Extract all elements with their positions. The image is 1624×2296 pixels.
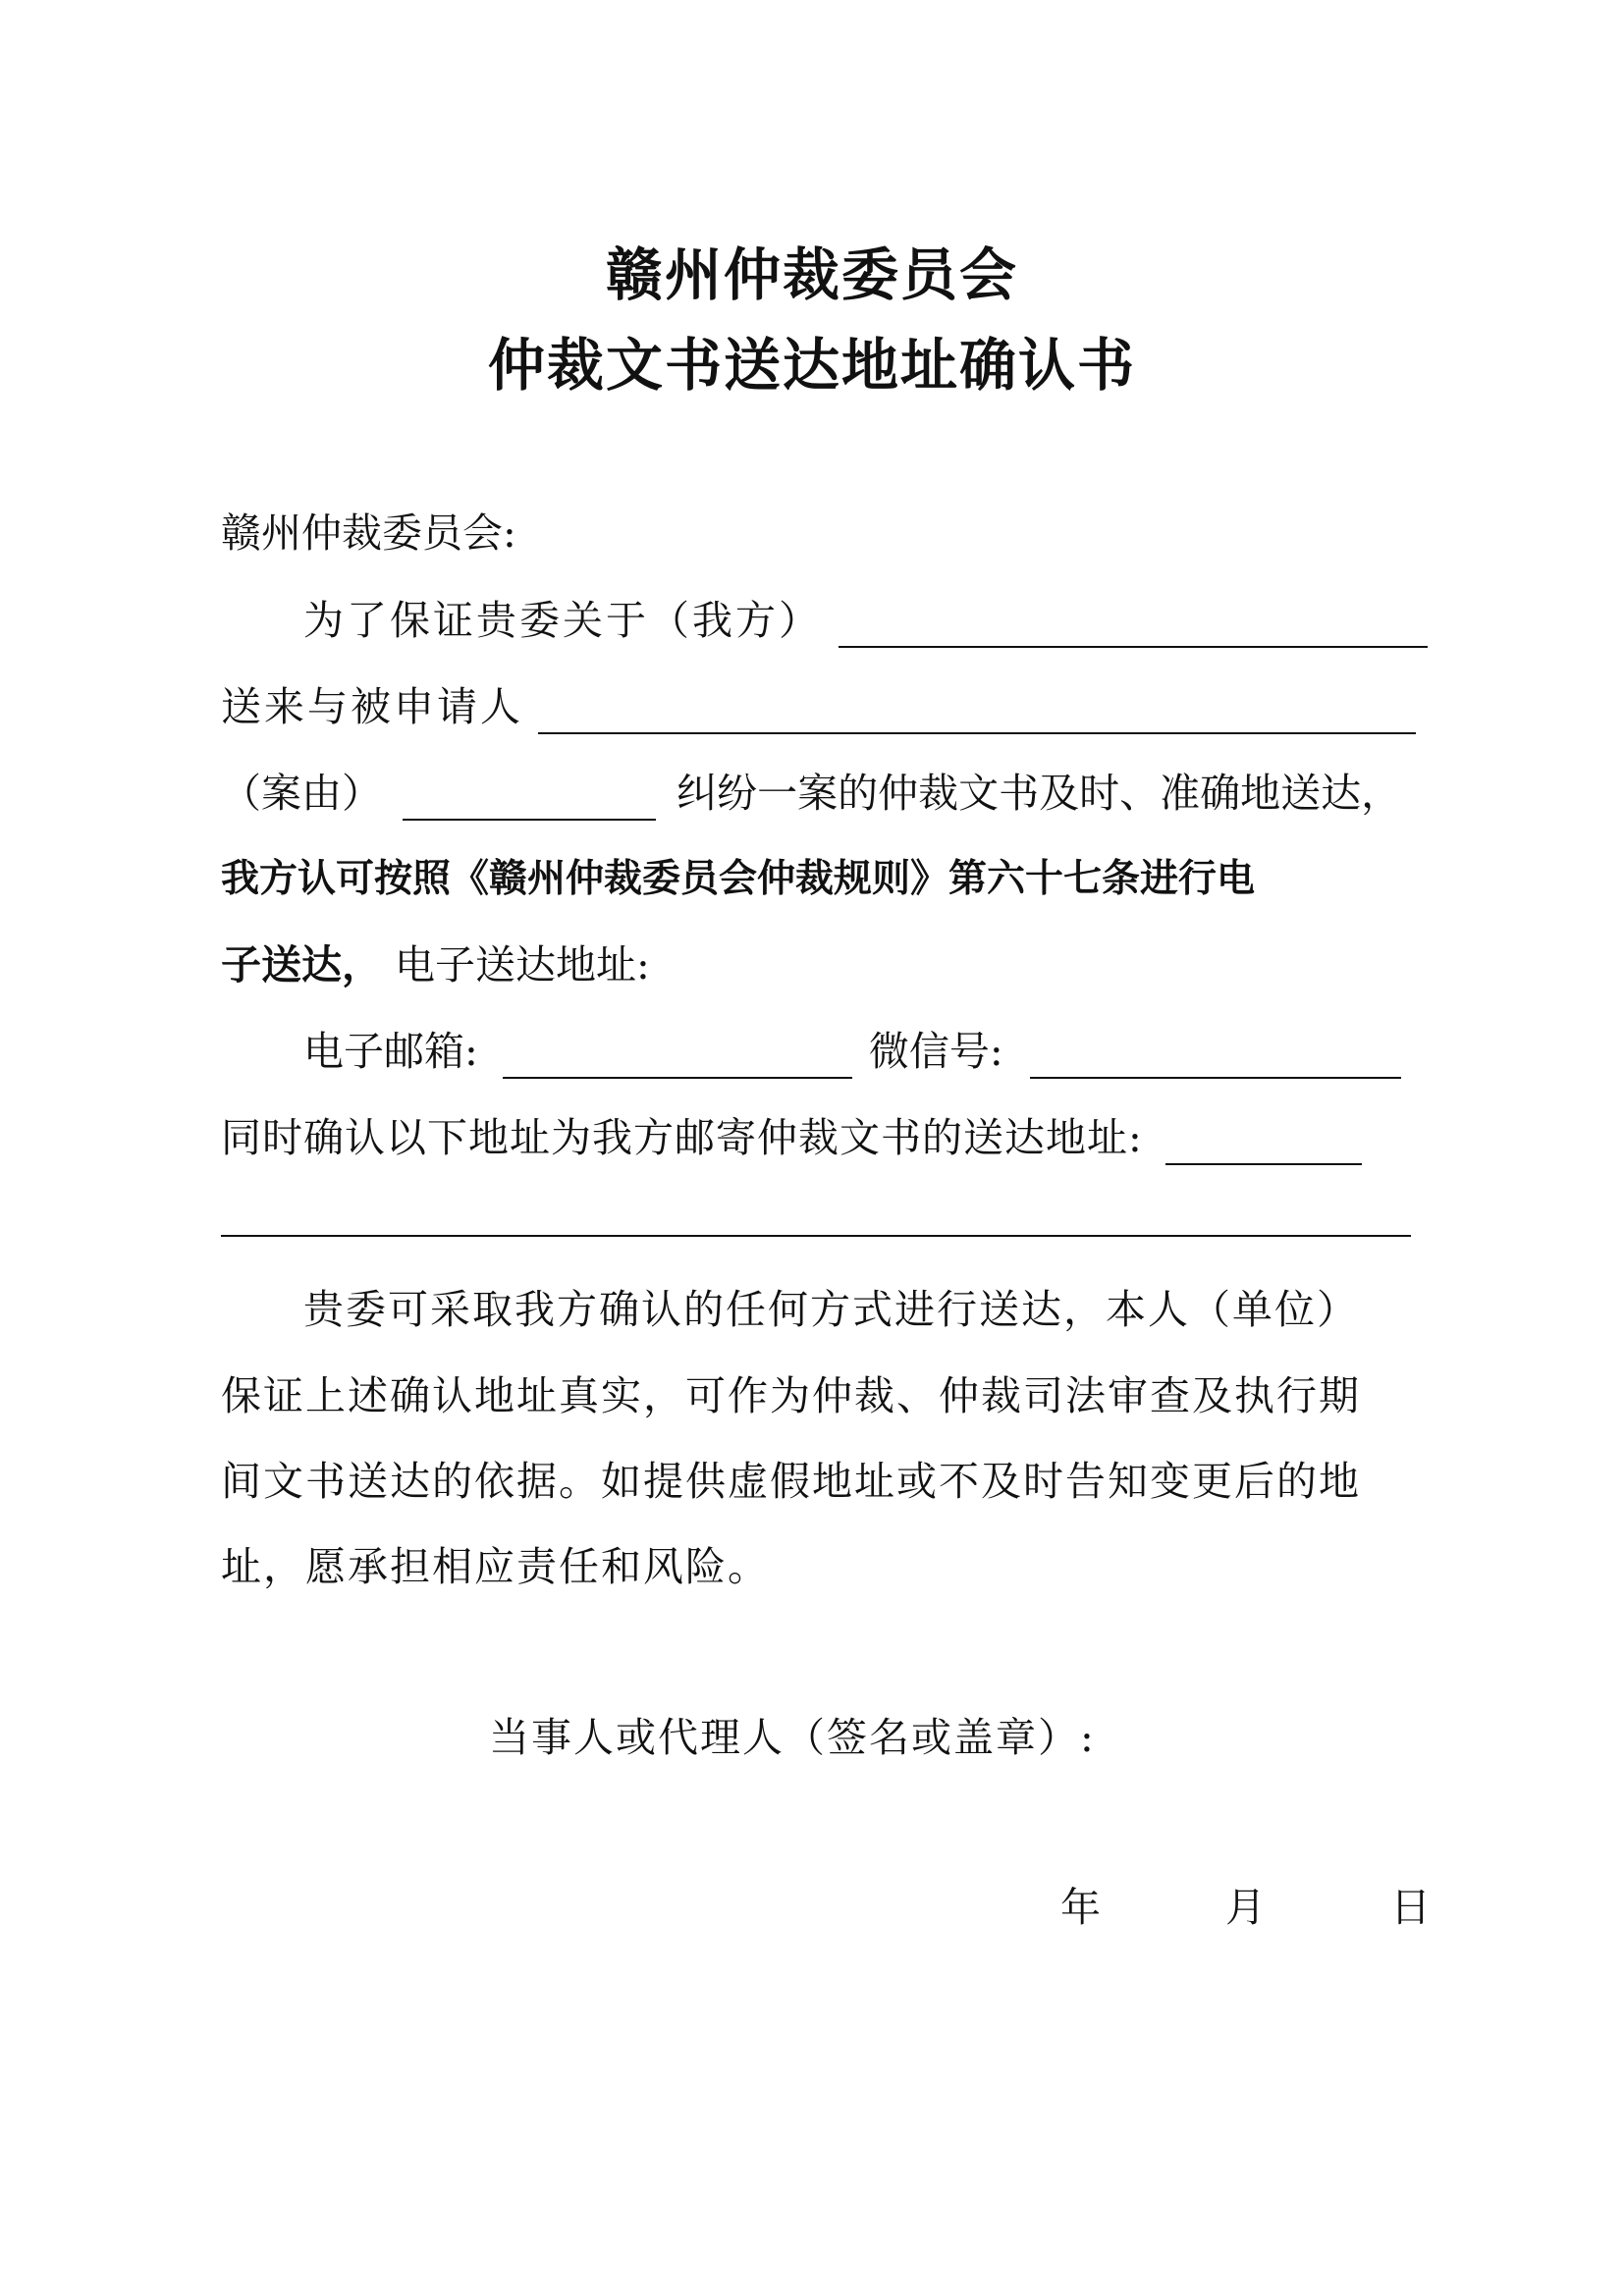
para2-text-1: 贵委可采取我方确认的任何方式进行送达，本人（单位） <box>303 1286 1359 1333</box>
case-party-blank[interactable] <box>839 601 1428 648</box>
para2-text-2: 保证上述确认地址真实，可作为仲裁、仲裁司法审查及执行期 <box>221 1372 1361 1419</box>
body-line-1 <box>221 593 1419 648</box>
body-line-2 <box>221 679 1419 734</box>
date-line <box>1060 1880 1453 1935</box>
wechat-label: 微信号: <box>868 1028 1003 1075</box>
p3-suffix: 纠纷一案的仲裁文书及时、准确地送达， <box>677 770 1402 817</box>
body-line-3 <box>221 766 1419 821</box>
document-subtitle: 仲裁文书送达地址确认书 <box>487 332 1136 399</box>
body-line-5 <box>221 937 1419 992</box>
addressee: 赣州仲裁委员会: <box>221 509 516 557</box>
para2-text-3: 间文书送达的依据。如提供虚假地址或不及时告知变更后的地 <box>221 1458 1361 1505</box>
p2-prefix: 送来与被申请人 <box>221 683 523 730</box>
p3-prefix: （案由） <box>221 770 382 817</box>
date-day: 日 <box>1390 1884 1432 1931</box>
para2-line-4 <box>221 1539 1419 1594</box>
para2-line-3 <box>221 1454 1419 1509</box>
para2-line-2 <box>221 1368 1419 1423</box>
postal-line <box>221 1110 1419 1165</box>
p5-rest-text: 电子送达地址: <box>395 941 650 988</box>
date-month: 月 <box>1225 1884 1267 1931</box>
body-line-4 <box>221 852 1419 907</box>
para2-text-4: 址，愿承担相应责任和风险。 <box>221 1543 770 1590</box>
signature-line <box>489 1710 1274 1765</box>
signature-label: 当事人或代理人（签名或盖章）: <box>489 1714 1096 1761</box>
postal-label: 同时确认以下地址为我方邮寄仲裁文书的送达地址: <box>221 1114 1143 1161</box>
respondent-blank[interactable] <box>538 687 1416 734</box>
postal-blank[interactable] <box>1165 1118 1362 1165</box>
email-label: 电子邮箱: <box>303 1028 478 1075</box>
date-year: 年 <box>1060 1884 1101 1931</box>
document-title: 赣州仲裁委员会 <box>605 241 1018 308</box>
p1-prefix: 为了保证贵委关于（我方） <box>303 597 822 644</box>
email-blank[interactable] <box>503 1032 852 1079</box>
contact-line <box>221 1024 1419 1079</box>
p4-bold-text: 我方认可按照《赣州仲裁委员会仲裁规则》第六十七条进行电 <box>221 857 1256 901</box>
para2-line-1 <box>221 1282 1419 1337</box>
p5-bold-text: 子送达， <box>221 941 382 988</box>
postal-address-rule[interactable] <box>221 1235 1411 1237</box>
case-cause-blank[interactable] <box>403 774 656 821</box>
wechat-blank[interactable] <box>1030 1032 1401 1079</box>
addressee-line <box>221 506 1419 561</box>
